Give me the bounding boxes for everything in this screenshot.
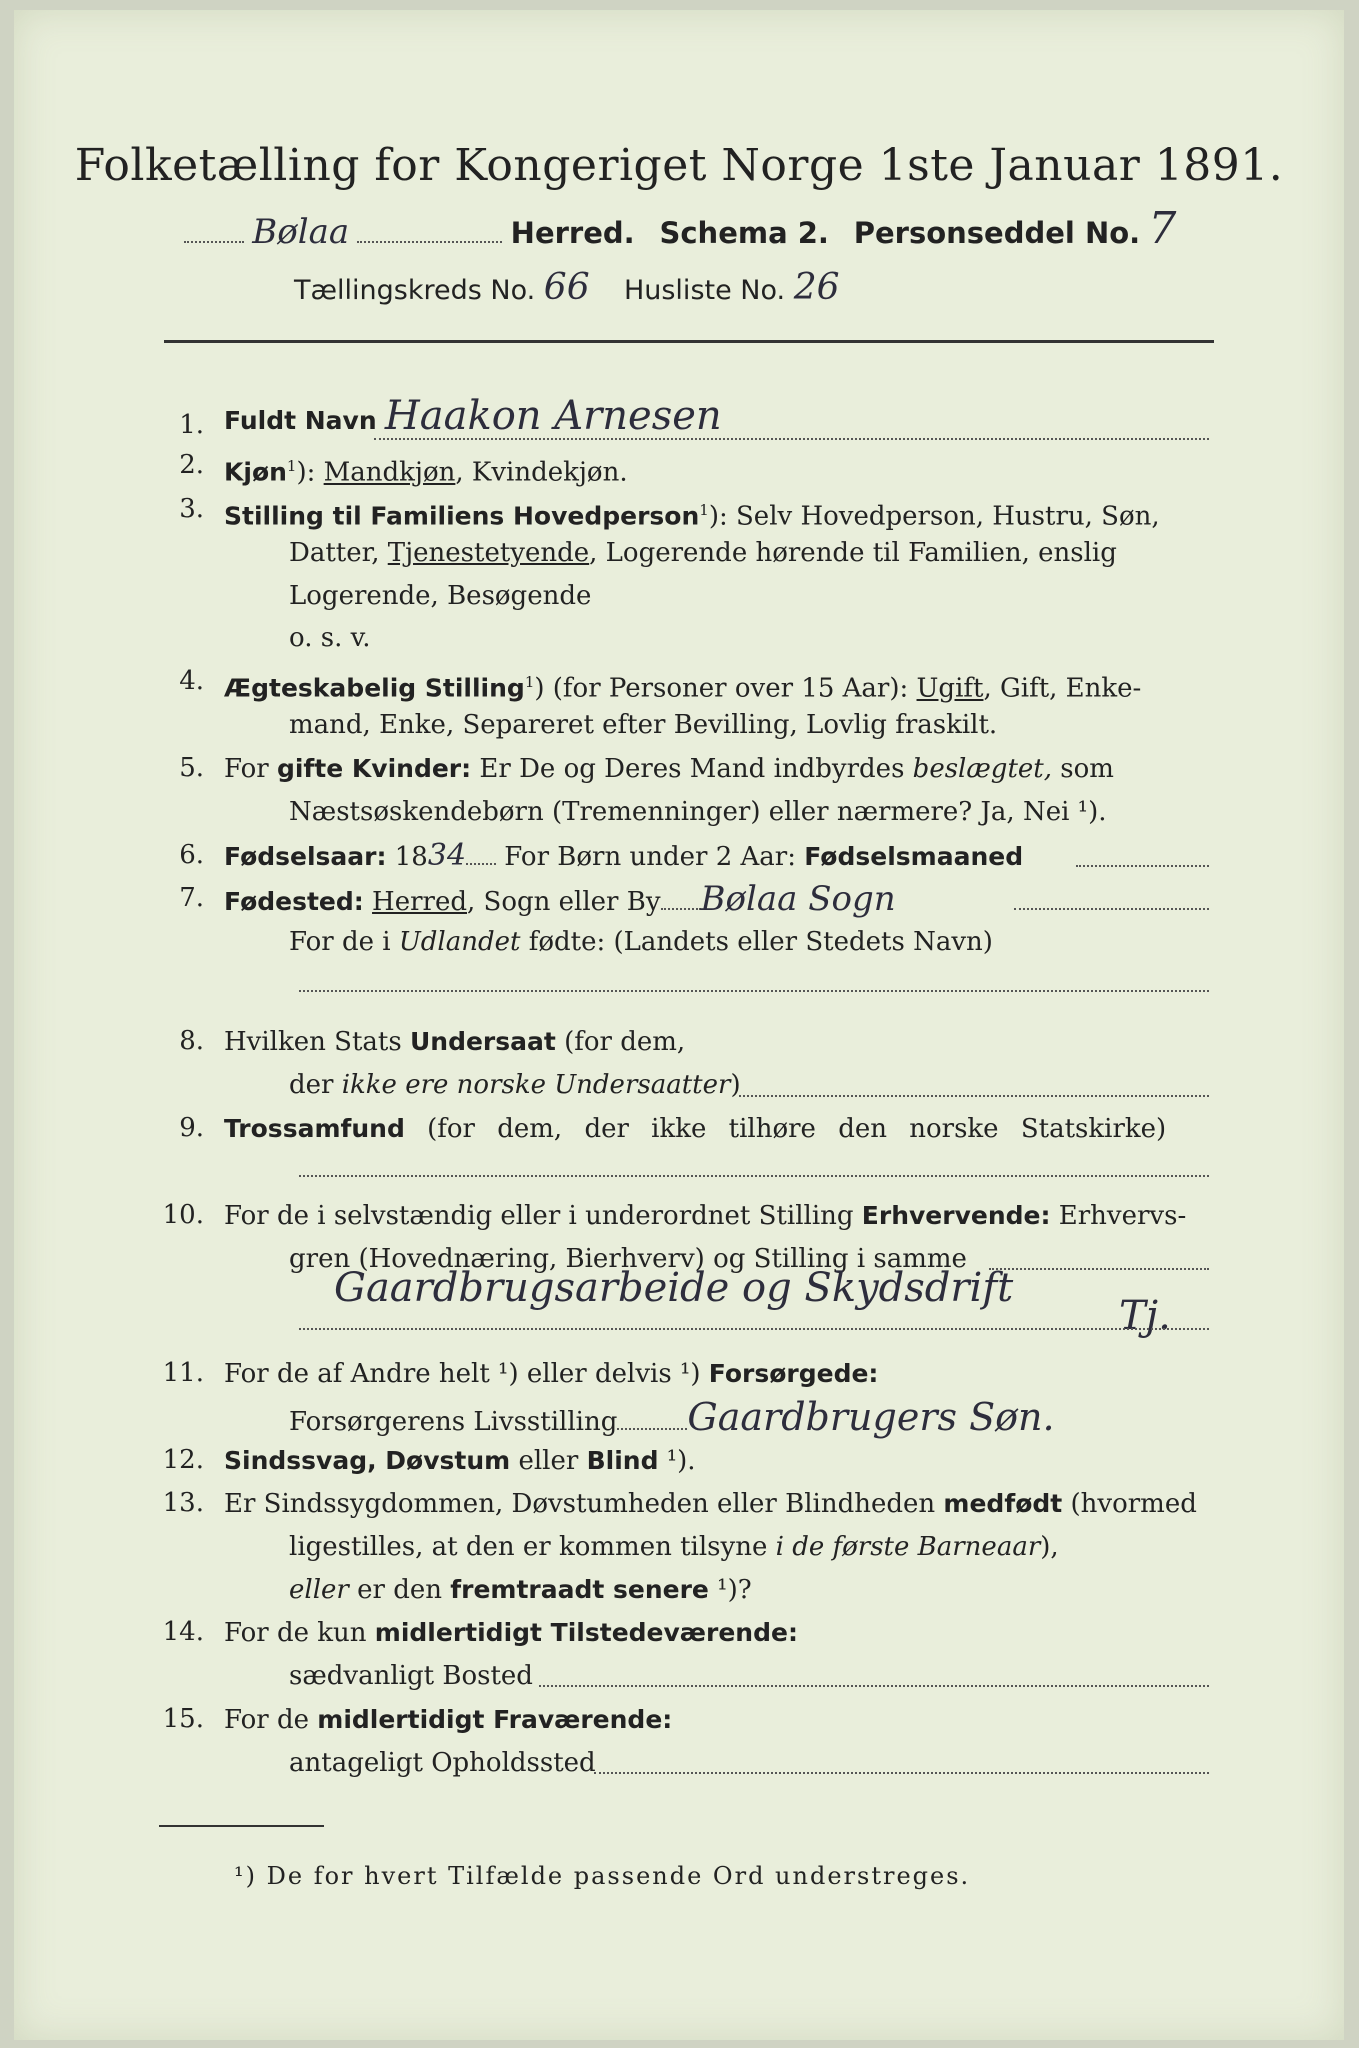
header-taellingskreds-line xyxy=(294,267,840,308)
q11-label: Forsørgede: xyxy=(708,1359,879,1388)
q1-label: Fuldt Navn xyxy=(224,406,377,435)
document-title: Folketælling for Kongeriget Norge 1ste Januar 1891. xyxy=(74,140,1284,191)
q14-number: 14. xyxy=(162,1617,204,1647)
q6-dotline xyxy=(1076,865,1209,867)
q7-birthplace-handwritten: Bølaa Sogn xyxy=(700,879,896,919)
q4-number: 4. xyxy=(179,666,204,696)
q9-rest: (for dem, der ikke tilhøre den norske Statskirke) xyxy=(404,1114,1167,1144)
q9-dotline xyxy=(299,1175,1209,1177)
q3-line2b: , Logerende hørende til Familien, enslig xyxy=(589,538,1117,568)
q13-line2-italic: i de første Barneaar xyxy=(775,1532,1041,1562)
q7-number: 7. xyxy=(179,883,204,913)
footnote-rule xyxy=(159,1825,324,1827)
q2-number: 2. xyxy=(179,450,204,480)
herred-handwritten: Bølaa xyxy=(252,212,350,252)
q9-number: 9. xyxy=(179,1113,204,1143)
q2-rest-a: ): xyxy=(296,457,324,488)
q11-number: 11. xyxy=(162,1358,204,1388)
husliste-handwritten: 26 xyxy=(793,267,840,308)
q7-line2b: fødte: (Landets eller Stedets Navn) xyxy=(520,927,993,957)
q14-line-2: sædvanligt Bosted xyxy=(289,1661,533,1691)
q13-line3-italic: eller xyxy=(289,1575,349,1605)
q13-line3-bold: fremtraadt senere xyxy=(450,1575,709,1604)
q2-line xyxy=(224,450,628,489)
q3-number: 3. xyxy=(179,494,204,524)
q7-line2a: For de i xyxy=(289,927,399,957)
q6-year-handwritten: 34 xyxy=(427,838,467,873)
q9-line xyxy=(224,1113,1166,1145)
q6-rest: For Børn under 2 Aar: xyxy=(496,842,805,872)
q13-line2a: ligestilles, at den er kommen tilsyne xyxy=(289,1532,776,1562)
q5-line-2: Næstsøskendebørn (Tremenninger) eller nærmere? Ja, Nei ¹). xyxy=(289,797,1107,827)
taellingskreds-handwritten: 66 xyxy=(543,267,590,308)
q5-label: gifte Kvinder: xyxy=(276,754,472,783)
q3-rest: ): Selv Hovedperson, Hustru, Søn, xyxy=(708,501,1160,532)
q15-label: midlertidigt Fraværende: xyxy=(317,1705,673,1734)
q10-dotline-2 xyxy=(299,1328,1209,1330)
q10-dotline-1 xyxy=(989,1268,1209,1270)
q11-line-2 xyxy=(289,1395,1055,1439)
q4-label: Ægteskabelig Stilling xyxy=(224,673,525,703)
q15-line-2: antageligt Opholdssted xyxy=(289,1748,596,1778)
q13-line3a: er den xyxy=(348,1575,451,1605)
q3-line-1: Stilling til Familiens Hovedperson$^1$): Selv Hovedperson, Hustru, Søn, xyxy=(224,501,1160,532)
q2-option-mandkjon: Mandkjøn xyxy=(323,457,456,488)
q13-line-2 xyxy=(289,1531,1059,1563)
q11-pre: For de af Andre helt ¹) eller delvis ¹) xyxy=(224,1359,709,1389)
q7-option-herred: Herred xyxy=(372,887,467,917)
q8-number: 8. xyxy=(179,1026,204,1056)
q13-rest: (hvormed xyxy=(1062,1489,1197,1519)
q8-rest: (for dem, xyxy=(555,1027,686,1057)
footnote: ¹) De for hvert Tilfælde passende Ord understreges. xyxy=(234,1862,971,1890)
personseddel-label: Personseddel No. xyxy=(853,216,1141,250)
q13-line-1 xyxy=(224,1488,1197,1520)
q3-line2a: Datter, xyxy=(289,538,388,568)
q15-pre: For de xyxy=(224,1705,318,1735)
q4-rest-b: , Gift, Enke- xyxy=(983,673,1142,704)
q10-occupation-handwritten: Gaardbrugsarbeide og Skydsdrift xyxy=(334,1265,1014,1311)
q6-number: 6. xyxy=(179,840,204,870)
q10-rest: Erhvervs- xyxy=(1050,1201,1187,1231)
q12-mid: eller xyxy=(510,1446,587,1476)
q7-line2-italic: Udlandet xyxy=(398,927,521,957)
q6-year-prefix: 18 xyxy=(386,842,428,872)
q8-line2a: der xyxy=(289,1070,342,1100)
q9-label: Trossamfund xyxy=(224,1114,405,1143)
personseddel-handwritten: 7 xyxy=(1148,203,1177,254)
q3-option-tjenestetyende: Tjenestetyende xyxy=(387,538,590,568)
q5-rest: Er De og Deres Mand indbyrdes xyxy=(471,754,913,784)
q12-line xyxy=(224,1445,696,1477)
q10-line-1 xyxy=(224,1200,1186,1232)
header-herred-line xyxy=(184,203,1177,254)
q7-line-2 xyxy=(289,926,993,958)
q5-end: som xyxy=(1052,754,1114,784)
q10-number: 10. xyxy=(162,1200,204,1230)
q1-dotline xyxy=(374,438,1209,440)
q10-label: Erhvervende: xyxy=(861,1201,1051,1230)
q5-number: 5. xyxy=(179,753,204,783)
q13-pre: Er Sindssygdommen, Døvstumheden eller Blindheden xyxy=(224,1489,944,1519)
q7-line-1 xyxy=(224,879,896,919)
q8-pre: Hvilken Stats xyxy=(224,1027,410,1057)
q7-dotline-2 xyxy=(299,990,1209,992)
q3-line-3: Logerende, Besøgende xyxy=(289,581,592,611)
q8-dotline xyxy=(739,1095,1209,1097)
q2-label: Kjøn xyxy=(224,457,287,487)
q13-line2b: ), xyxy=(1040,1532,1059,1562)
header-rule xyxy=(164,340,1214,343)
q3-line-2 xyxy=(289,537,1117,569)
q13-number: 13. xyxy=(162,1488,204,1518)
q8-line-1 xyxy=(224,1026,685,1058)
q8-label: Undersaat xyxy=(409,1027,556,1056)
q12-rest: ¹). xyxy=(658,1446,696,1476)
q5-pre: For xyxy=(224,754,277,784)
herred-label: Herred. xyxy=(510,216,635,250)
q15-dotline xyxy=(594,1772,1209,1774)
q7-label: Fødested: xyxy=(224,887,364,916)
q1-line xyxy=(224,393,722,439)
q7-rest: , Sogn eller By xyxy=(467,887,661,917)
q2-sup: 1 xyxy=(286,457,297,475)
q4-line-2: mand, Enke, Separeret efter Bevilling, Lovlig fraskilt. xyxy=(289,710,998,740)
q7-dotline xyxy=(1014,908,1209,910)
q12-label2: Blind xyxy=(586,1446,659,1475)
schema-label: Schema 2. xyxy=(659,216,829,250)
q3-line-4: o. s. v. xyxy=(289,623,371,653)
q10-line-2: gren (Hovednæring, Bierhverv) og Stilling i samme xyxy=(289,1244,967,1274)
q10-occupation-handwritten-2: Tj. xyxy=(1119,1293,1171,1339)
q13-line3c: ¹)? xyxy=(708,1575,752,1605)
q15-number: 15. xyxy=(162,1704,204,1734)
q6-label2: Fødselsmaaned xyxy=(804,842,1024,871)
taellingskreds-label: Tællingskreds No. xyxy=(294,275,536,306)
q13-label: medfødt xyxy=(943,1489,1063,1518)
q11-line-1 xyxy=(224,1358,878,1390)
q5-italic: beslægtet, xyxy=(912,754,1052,784)
q14-dotline xyxy=(539,1685,1209,1687)
q8-line2-italic: ikke ere norske Undersaatter xyxy=(341,1070,731,1100)
q4-option-ugift: Ugift xyxy=(916,673,984,704)
q14-label: midlertidigt Tilstedeværende: xyxy=(374,1618,798,1647)
q12-label1: Sindssvag, Døvstum xyxy=(224,1446,511,1475)
q8-line2b: ) xyxy=(730,1070,741,1100)
q6-label: Fødselsaar: xyxy=(224,842,387,871)
q1-name-handwritten: Haakon Arnesen xyxy=(384,393,722,439)
q12-number: 12. xyxy=(162,1445,204,1475)
q3-label: Stilling til Familiens Hovedperson xyxy=(224,501,700,531)
q14-line-1 xyxy=(224,1617,798,1649)
q11-provider-handwritten: Gaardbrugers Søn. xyxy=(687,1395,1055,1439)
q13-line-3 xyxy=(289,1574,752,1606)
q5-line-1 xyxy=(224,753,1114,785)
q4-rest-a: ) (for Personer over 15 Aar): xyxy=(534,673,917,704)
q11-line2: Forsørgerens Livsstilling xyxy=(289,1407,618,1437)
q8-line-2 xyxy=(289,1069,741,1101)
census-sheet xyxy=(14,10,1344,2040)
q15-line-1 xyxy=(224,1704,672,1736)
q10-pre: For de i selvstændig eller i underordnet Stilling xyxy=(224,1201,862,1231)
q14-pre: For de kun xyxy=(224,1618,375,1648)
q1-number: 1. xyxy=(179,410,204,440)
husliste-label: Husliste No. xyxy=(623,275,786,306)
q2-rest-b: , Kvindekjøn. xyxy=(455,457,628,488)
q6-line xyxy=(224,840,1023,873)
q4-line-1: Ægteskabelig Stilling$^1$) (for Personer over 15 Aar): Ugift, Gift, Enke- xyxy=(224,673,1142,704)
